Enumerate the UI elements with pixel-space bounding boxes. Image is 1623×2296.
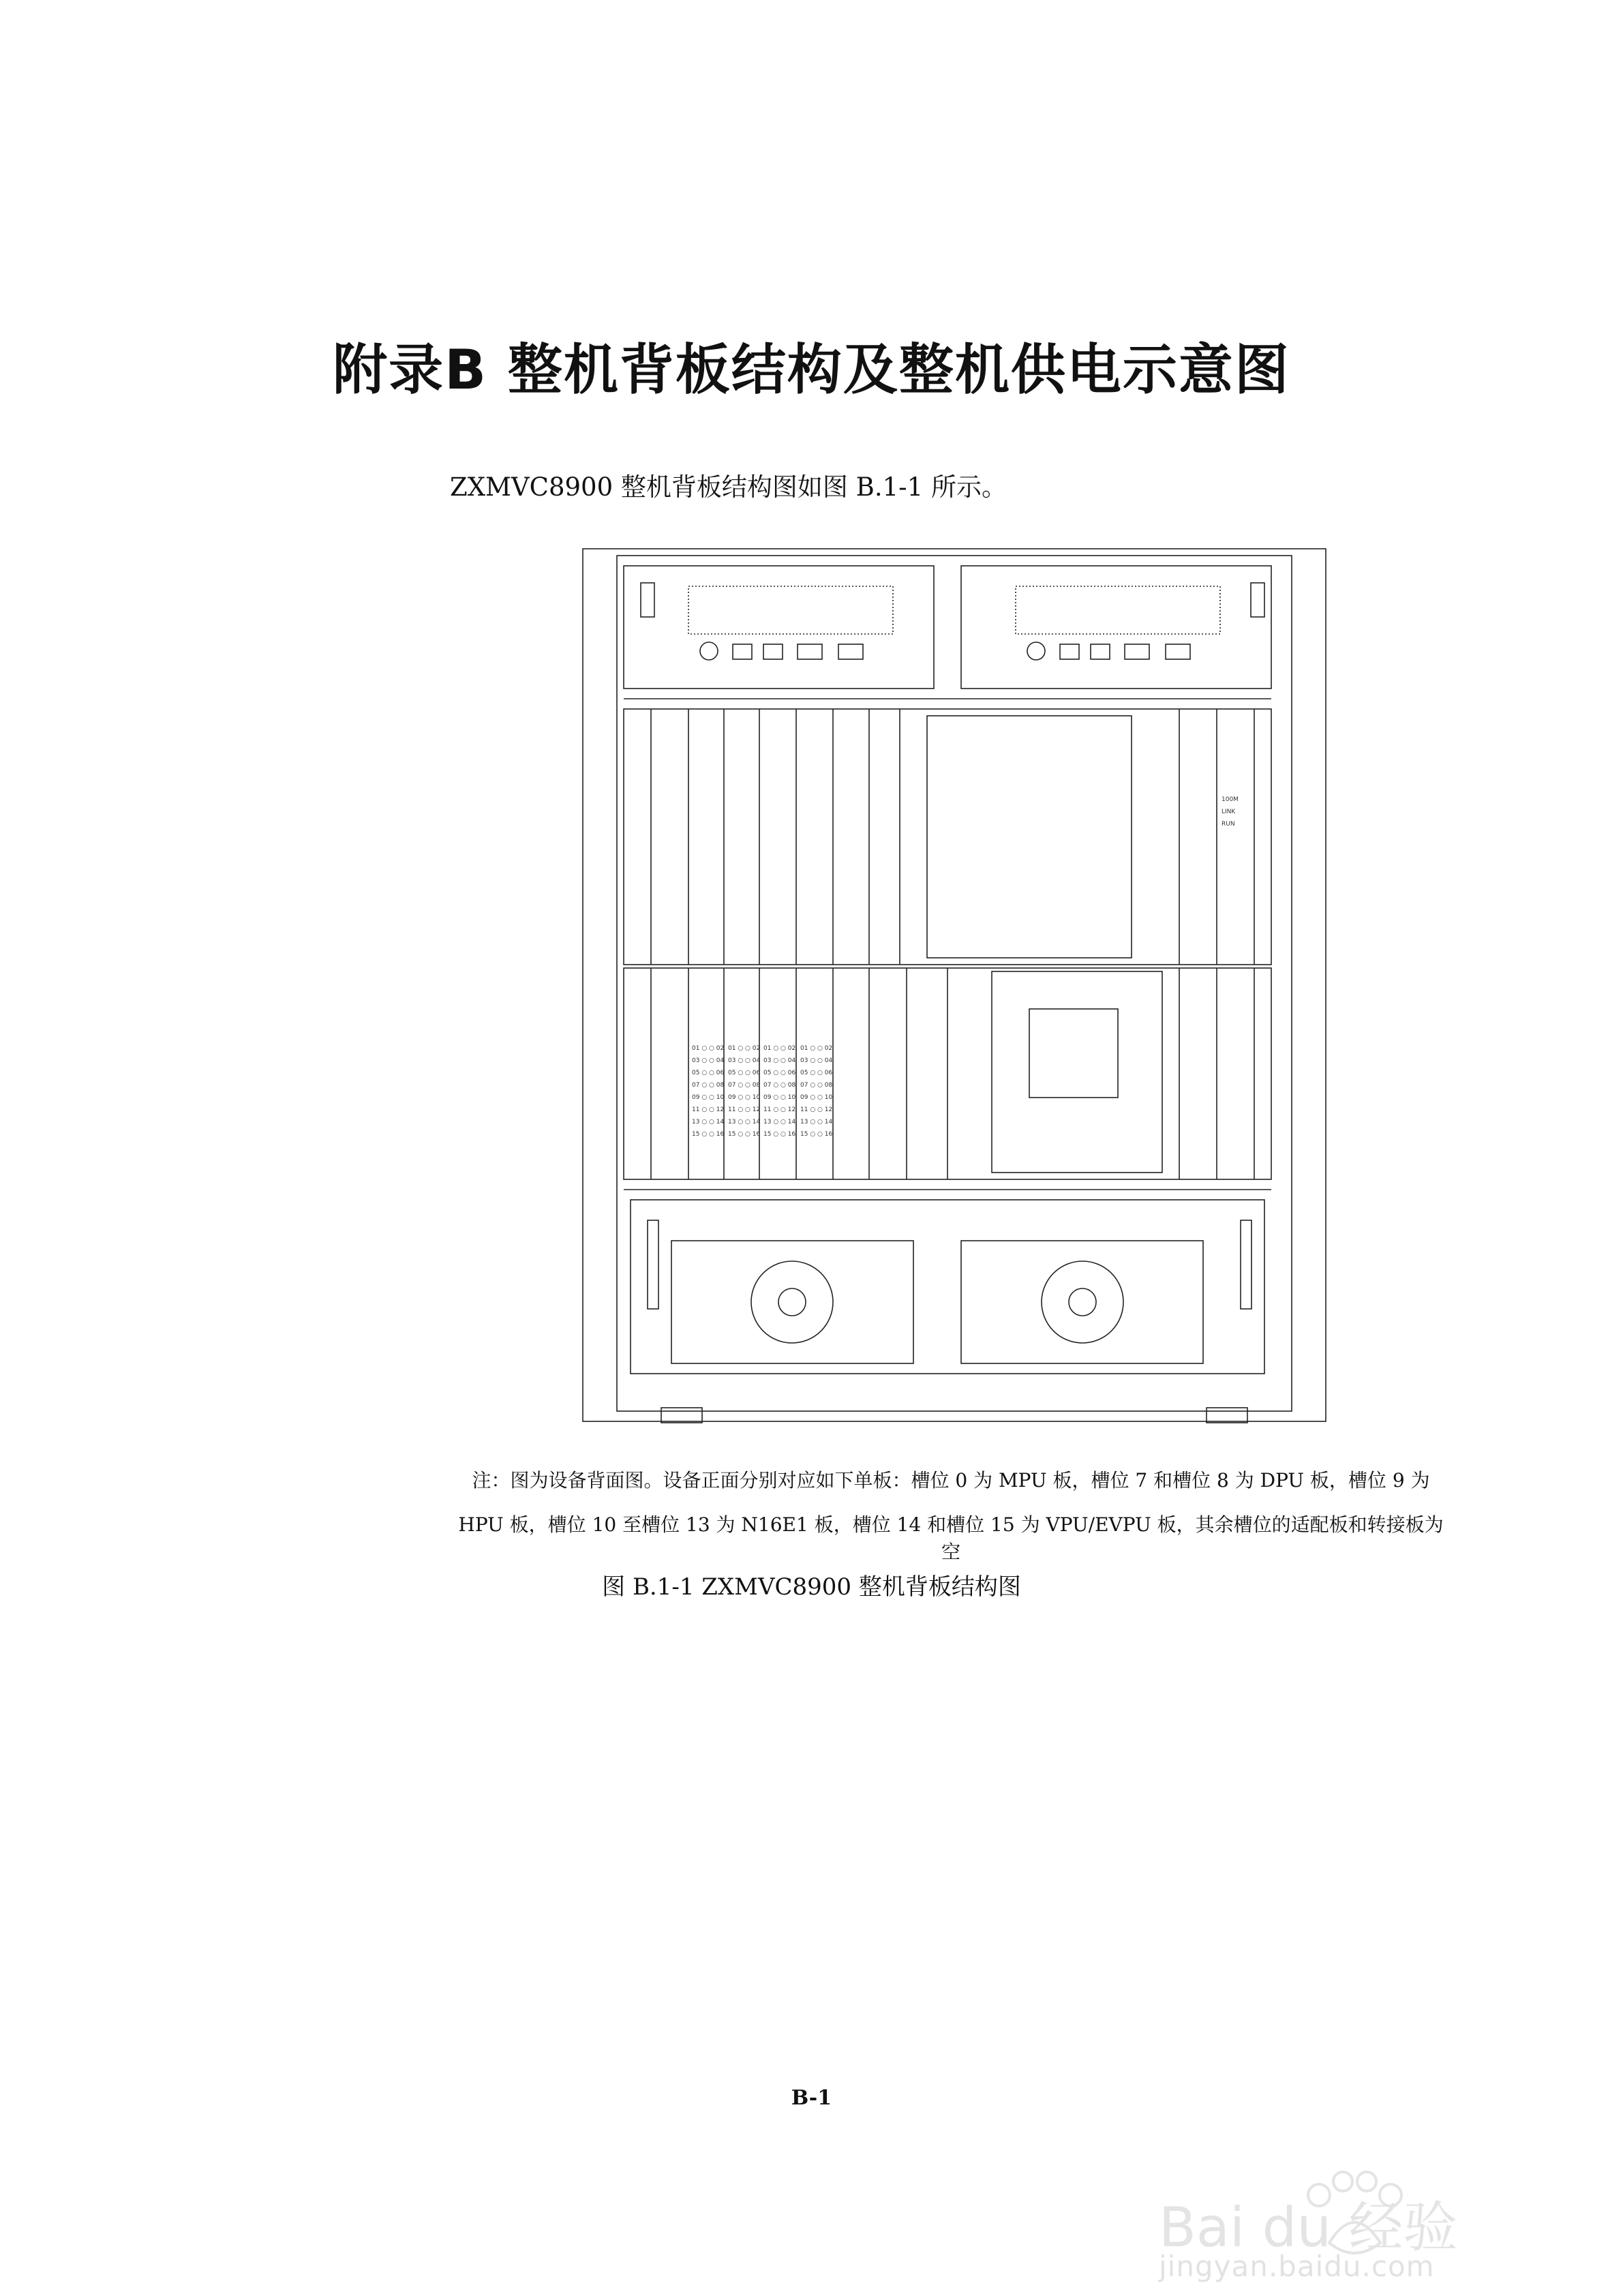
- board-label: RUN: [1222, 821, 1235, 828]
- port-label: 11 ○ ○ 12: [728, 1106, 761, 1113]
- port-label: 13 ○ ○ 14: [800, 1119, 833, 1126]
- port-label: 05 ○ ○ 06: [728, 1070, 761, 1076]
- port-label: 07 ○ ○ 08: [692, 1082, 725, 1089]
- figure-note: 注：图为设备背面图。设备正面分别对应如下单板：槽位 0 为 MPU 板，槽位 7 和槽位 8 为 DPU 板，槽位 9 为: [472, 1469, 1430, 1492]
- board-label: LINK: [1222, 809, 1236, 815]
- port-label: 13 ○ ○ 14: [692, 1119, 725, 1126]
- port-label: 15 ○ ○ 16: [728, 1131, 761, 1138]
- port-label: 01 ○ ○ 02: [800, 1045, 833, 1052]
- port-label: 13 ○ ○ 14: [763, 1119, 796, 1126]
- port-label: 03 ○ ○ 04: [800, 1057, 833, 1064]
- port-label: 01 ○ ○ 02: [692, 1045, 725, 1052]
- intro-paragraph: ZXMVC8900 整机背板结构图如图 B.1-1 所示。: [450, 472, 1007, 502]
- power-supply-right: [961, 566, 1271, 689]
- watermark-url: jingyan.baidu.com: [1159, 2250, 1435, 2283]
- port-label: 13 ○ ○ 14: [728, 1119, 761, 1126]
- port-label: 09 ○ ○ 10: [692, 1094, 725, 1101]
- port-label: 11 ○ ○ 12: [692, 1106, 725, 1113]
- port-label: 05 ○ ○ 06: [763, 1070, 796, 1076]
- port-label: 01 ○ ○ 02: [728, 1045, 761, 1052]
- port-label: 03 ○ ○ 04: [728, 1057, 761, 1064]
- watermark-brand: Bai du 经验: [1159, 2196, 1458, 2259]
- port-label: 07 ○ ○ 08: [728, 1082, 761, 1089]
- power-supply-left: [624, 566, 934, 689]
- port-label: 03 ○ ○ 04: [692, 1057, 725, 1064]
- port-label: 05 ○ ○ 06: [800, 1070, 833, 1076]
- upper-card-cage: [624, 709, 1271, 965]
- port-label: 07 ○ ○ 08: [763, 1082, 796, 1089]
- port-label: 11 ○ ○ 12: [800, 1106, 833, 1113]
- port-label: 09 ○ ○ 10: [728, 1094, 761, 1101]
- port-label: 09 ○ ○ 10: [800, 1094, 833, 1101]
- port-label: 05 ○ ○ 06: [692, 1070, 725, 1076]
- board-label: 100M: [1222, 796, 1239, 803]
- figure-caption: 图 B.1-1 ZXMVC8900 整机背板结构图: [602, 1573, 1021, 1601]
- page-title: 附录B 整机背板结构及整机供电示意图: [333, 338, 1290, 402]
- port-label: 11 ○ ○ 12: [763, 1106, 796, 1113]
- fan-tray: [631, 1200, 1264, 1374]
- port-label: 01 ○ ○ 02: [763, 1045, 796, 1052]
- port-label: 15 ○ ○ 16: [763, 1131, 796, 1138]
- figure-note: HPU 板，槽位 10 至槽位 13 为 N16E1 板，槽位 14 和槽位 15 为 VPU/EVPU 板，其余槽位的适配板和转接板为空: [458, 1513, 1444, 1563]
- port-label: 07 ○ ○ 08: [800, 1082, 833, 1089]
- port-label: 15 ○ ○ 16: [692, 1131, 725, 1138]
- port-label: 09 ○ ○ 10: [763, 1094, 796, 1101]
- port-label: 03 ○ ○ 04: [763, 1057, 796, 1064]
- page-number: B-1: [791, 2086, 832, 2110]
- port-label: 15 ○ ○ 16: [800, 1131, 833, 1138]
- backplane-diagram: [579, 545, 1329, 1425]
